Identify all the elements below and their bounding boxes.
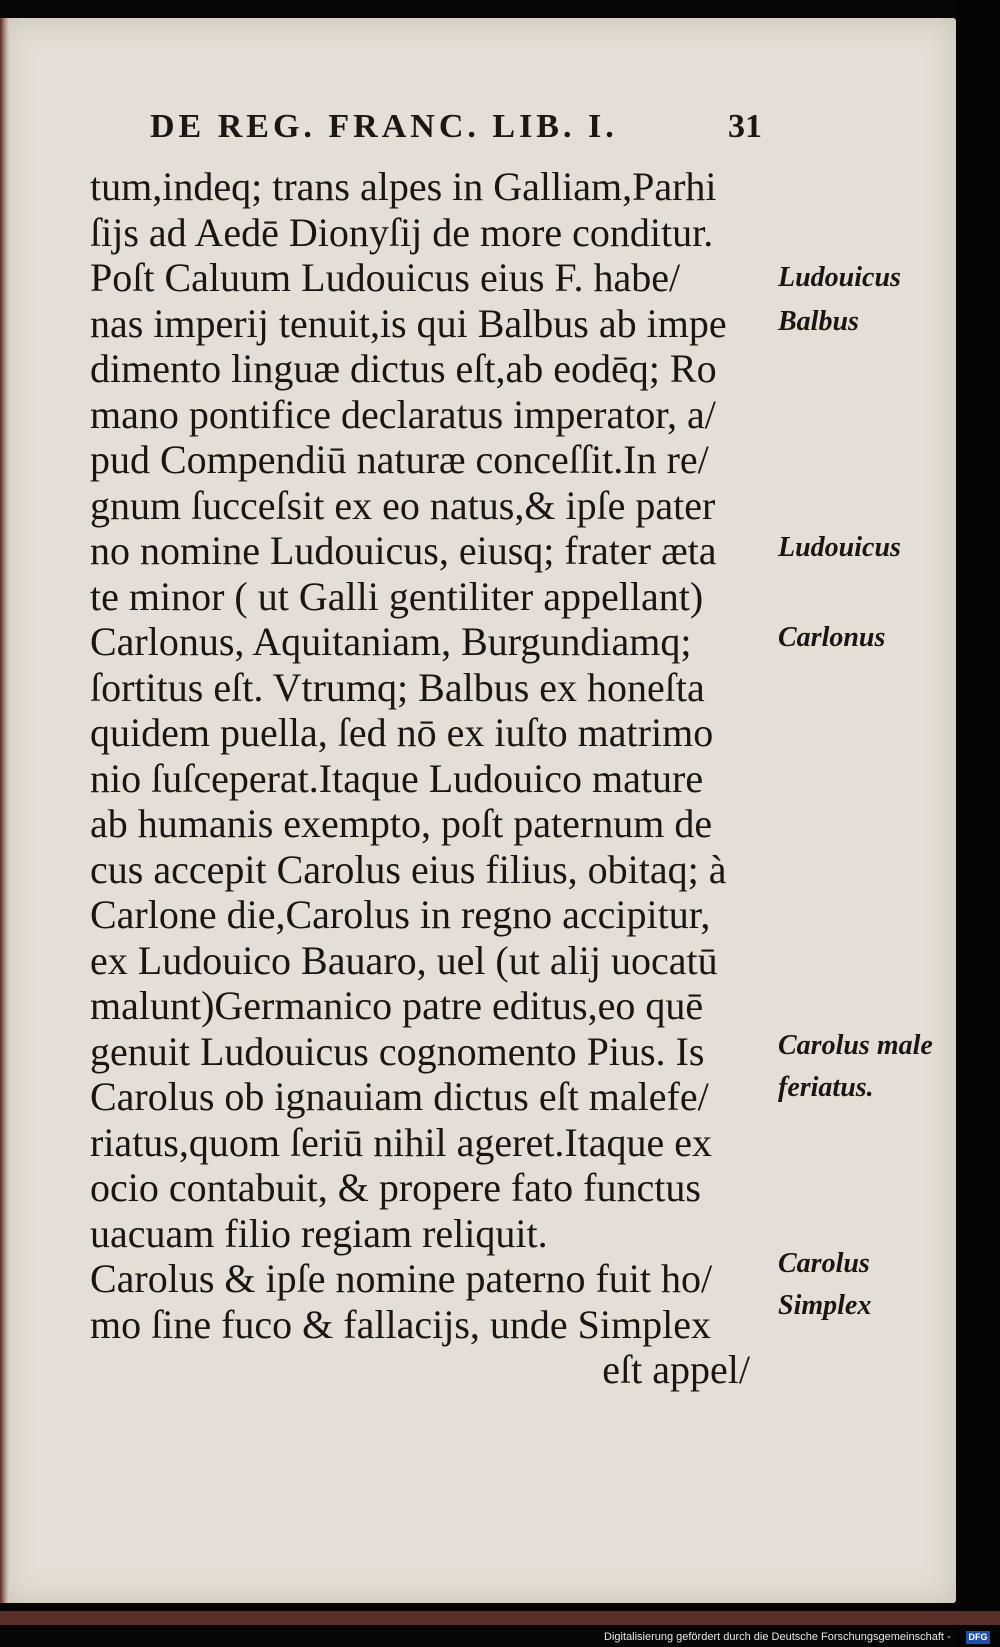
text-line: ſortitus eſt. Vtrumq; Balbus ex honeſta	[90, 664, 705, 710]
text-line: tum,indeq; trans alpes in Galliam,Parhi	[90, 164, 717, 209]
page-number: 31	[728, 108, 762, 145]
body-text	[90, 164, 770, 1393]
text-line: ocio contabuit, & propere fato functus	[90, 1165, 701, 1210]
catchword-line: eſt appel/	[602, 1347, 750, 1392]
text-line: Carolus & ipſe nomine paterno fuit ho/	[90, 1256, 713, 1301]
text-line: nio ſuſceperat.Itaque Ludouico mature	[90, 755, 704, 801]
text-line: genuit Ludouicus cognomento Pius. Is	[90, 1028, 705, 1074]
text-line: gnum ſucceſsit ex eo natus,& ipſe pater	[90, 482, 716, 528]
marginal-note: Balbus	[778, 306, 859, 337]
text-line: ex Ludouico Bauaro, uel (ut alij uocatū	[90, 937, 718, 983]
text-line: nas imperij tenuit,is qui Balbus ab impe	[90, 300, 727, 346]
text-line: ſijs ad Aedē Dionyſij de more conditur.	[90, 209, 714, 255]
text-line: ab humanis exempto, poſt paternum de	[90, 801, 713, 846]
marginal-note: Carolus	[778, 1248, 870, 1279]
marginal-note: Carlonus	[778, 622, 886, 653]
text-line: malunt)Germanico patre editus,eo quē	[90, 983, 704, 1028]
text-line: mano pontifice declaratus imperator, a/	[90, 391, 716, 437]
marginal-note: Carolus male	[778, 1030, 933, 1061]
text-line: Carlone die,Carolus in regno accipitur,	[90, 892, 711, 937]
cover-edge	[0, 1611, 1000, 1625]
text-line: pud Compendiū naturæ conceſſit.In re/	[90, 437, 709, 482]
running-head: DE REG. FRANC. LIB. I.	[150, 108, 618, 145]
text-line: te minor ( ut Galli gentiliter appellant)	[90, 573, 704, 619]
text-line: Carolus ob ignauiam dictus eſt malefe/	[90, 1074, 709, 1119]
text-line: cus accepit Carolus eius filius, obitaq; à	[90, 846, 727, 892]
marginal-note: Ludouicus	[778, 532, 901, 563]
text-line: no nomine Ludouicus, eiusq; frater æta	[90, 528, 717, 573]
digitization-credit: Digitalisierung gefördert durch die Deutsche Forschungsgemeinschaft -	[604, 1631, 951, 1643]
marginal-note: Simplex	[778, 1290, 872, 1321]
text-line: mo ſine fuco & fallacijs, unde Simplex	[90, 1301, 711, 1347]
text-line: Poſt Caluum Ludouicus eius F. habe/	[90, 255, 681, 300]
text-line: riatus,quom ſeriū nihil ageret.Itaque ex	[90, 1119, 713, 1165]
text-line: Carlonus, Aquitaniam, Burgundiamq;	[90, 619, 692, 664]
dfg-logo: DFG	[966, 1631, 990, 1644]
text-line: uacuam filio regiam reliquit.	[90, 1210, 548, 1256]
text-line: quidem puella, ſed nō ex iuſto matrimo	[90, 710, 714, 755]
scan-background-edge	[956, 0, 1000, 1647]
book-spine	[0, 18, 10, 1603]
marginal-note: feriatus.	[778, 1072, 874, 1103]
text-line: dimento linguæ dictus eſt,ab eodēq; Ro	[90, 346, 717, 391]
marginal-note: Ludouicus	[778, 262, 901, 293]
